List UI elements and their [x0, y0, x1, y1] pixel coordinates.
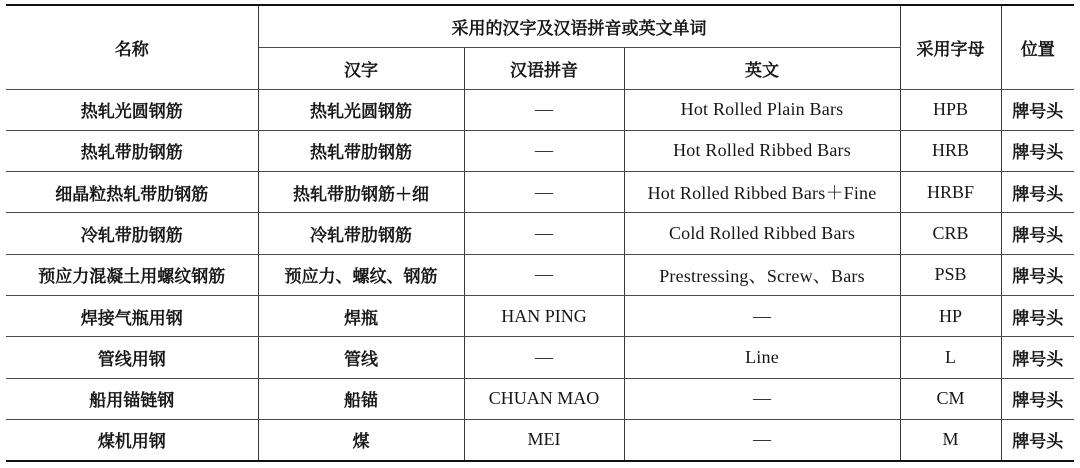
cell-english: Hot Rolled Ribbed Bars: [624, 130, 900, 171]
cell-position: 牌号头: [1001, 337, 1074, 378]
cell-pinyin: —: [464, 337, 624, 378]
cell-name: 预应力混凝土用螺纹钢筋: [6, 254, 258, 295]
steel-designation-table: [6, 4, 1074, 462]
cell-pinyin: HAN PING: [464, 295, 624, 336]
cell-position: 牌号头: [1001, 172, 1074, 213]
cell-pinyin: —: [464, 130, 624, 171]
cell-hanzi: 管线: [258, 337, 464, 378]
cell-hanzi: 热轧带肋钢筋＋细: [258, 172, 464, 213]
cell-english: Prestressing、Screw、Bars: [624, 254, 900, 295]
cell-hanzi: 热轧光圆钢筋: [258, 89, 464, 130]
table-row: [6, 213, 1074, 254]
cell-letters: HRB: [900, 130, 1001, 171]
header-letters: 采用字母: [900, 5, 1001, 89]
table-header: [6, 5, 1074, 89]
table-row: [6, 295, 1074, 336]
steel-designation-table-container: [6, 4, 1074, 462]
cell-hanzi: 煤: [258, 419, 464, 460]
cell-name: 热轧带肋钢筋: [6, 130, 258, 171]
cell-english: Cold Rolled Ribbed Bars: [624, 213, 900, 254]
cell-letters: CM: [900, 378, 1001, 419]
header-hanzi: 汉字: [258, 47, 464, 89]
cell-pinyin: —: [464, 213, 624, 254]
cell-name: 细晶粒热轧带肋钢筋: [6, 172, 258, 213]
header-pinyin: 汉语拼音: [464, 47, 624, 89]
cell-position: 牌号头: [1001, 89, 1074, 130]
cell-english: Hot Rolled Ribbed Bars＋Fine: [624, 172, 900, 213]
cell-position: 牌号头: [1001, 130, 1074, 171]
cell-english: —: [624, 419, 900, 460]
cell-pinyin: —: [464, 89, 624, 130]
cell-position: 牌号头: [1001, 419, 1074, 460]
cell-letters: PSB: [900, 254, 1001, 295]
cell-position: 牌号头: [1001, 213, 1074, 254]
cell-hanzi: 船锚: [258, 378, 464, 419]
cell-position: 牌号头: [1001, 254, 1074, 295]
cell-english: —: [624, 378, 900, 419]
cell-english: —: [624, 295, 900, 336]
cell-hanzi: 热轧带肋钢筋: [258, 130, 464, 171]
cell-name: 管线用钢: [6, 337, 258, 378]
cell-english: Line: [624, 337, 900, 378]
table-row: [6, 419, 1074, 460]
header-english: 英文: [624, 47, 900, 89]
cell-letters: M: [900, 419, 1001, 460]
cell-english: Hot Rolled Plain Bars: [624, 89, 900, 130]
cell-name: 焊接气瓶用钢: [6, 295, 258, 336]
cell-name: 船用锚链钢: [6, 378, 258, 419]
table-body: [6, 89, 1074, 461]
table-row: [6, 378, 1074, 419]
cell-pinyin: CHUAN MAO: [464, 378, 624, 419]
cell-position: 牌号头: [1001, 378, 1074, 419]
table-row: [6, 172, 1074, 213]
cell-name: 冷轧带肋钢筋: [6, 213, 258, 254]
header-position: 位置: [1001, 5, 1074, 89]
cell-pinyin: MEI: [464, 419, 624, 460]
cell-hanzi: 预应力、螺纹、钢筋: [258, 254, 464, 295]
cell-hanzi: 冷轧带肋钢筋: [258, 213, 464, 254]
cell-letters: HRBF: [900, 172, 1001, 213]
cell-name: 煤机用钢: [6, 419, 258, 460]
cell-name: 热轧光圆钢筋: [6, 89, 258, 130]
table-row: [6, 254, 1074, 295]
table-row: [6, 89, 1074, 130]
cell-letters: CRB: [900, 213, 1001, 254]
cell-letters: L: [900, 337, 1001, 378]
cell-position: 牌号头: [1001, 295, 1074, 336]
cell-letters: HP: [900, 295, 1001, 336]
table-row: [6, 337, 1074, 378]
cell-pinyin: —: [464, 254, 624, 295]
header-name: 名称: [6, 5, 258, 89]
cell-letters: HPB: [900, 89, 1001, 130]
header-group: 采用的汉字及汉语拼音或英文单词: [258, 5, 900, 47]
table-row: [6, 130, 1074, 171]
cell-pinyin: —: [464, 172, 624, 213]
cell-hanzi: 焊瓶: [258, 295, 464, 336]
